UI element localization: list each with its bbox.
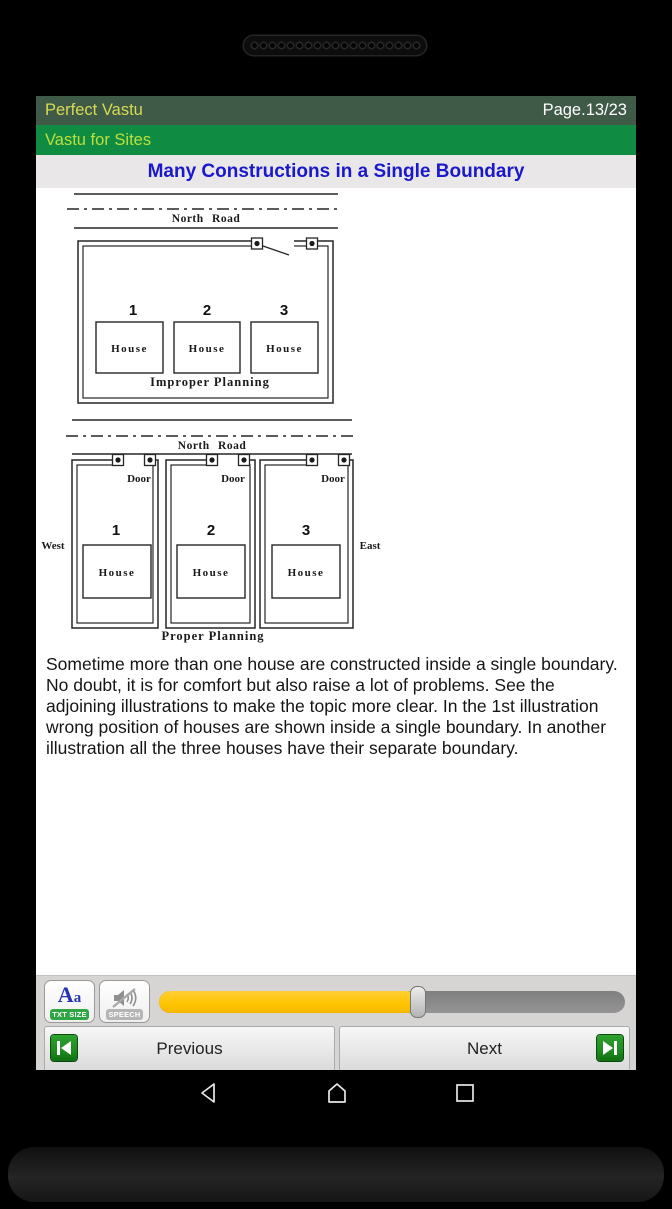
door-label: Door bbox=[127, 473, 151, 485]
grille-hole bbox=[341, 42, 348, 49]
grille-hole bbox=[314, 42, 321, 49]
grille-hole bbox=[269, 42, 276, 49]
grille-hole bbox=[260, 42, 267, 49]
grille-hole bbox=[287, 42, 294, 49]
diagram-caption: Improper Planning bbox=[150, 375, 270, 389]
diagram-improper-road bbox=[67, 194, 340, 228]
gate-post bbox=[307, 238, 318, 249]
speaker-grille-icon bbox=[244, 36, 426, 55]
bottom-bezel bbox=[8, 1147, 664, 1202]
gate-post bbox=[207, 455, 218, 466]
road-label: North Road bbox=[177, 440, 247, 452]
grille-hole bbox=[305, 42, 312, 49]
door-label: Door bbox=[221, 473, 245, 485]
grille-hole bbox=[368, 42, 375, 49]
gate-post bbox=[113, 455, 124, 466]
gate-post bbox=[339, 455, 350, 466]
plot-number: 2 bbox=[206, 522, 216, 539]
grille-hole bbox=[404, 42, 411, 49]
next-button-label: Next bbox=[467, 1039, 502, 1058]
speech-button[interactable] bbox=[99, 980, 150, 1023]
door-label: Door bbox=[321, 473, 345, 485]
east-label: East bbox=[359, 540, 381, 552]
plot-number: 3 bbox=[279, 302, 289, 319]
text-size-button[interactable] bbox=[44, 980, 95, 1023]
plot-number: 1 bbox=[111, 522, 121, 539]
gate-post bbox=[239, 455, 250, 466]
vastu-figure bbox=[36, 188, 636, 653]
house-label: House bbox=[111, 343, 148, 355]
skip-next-icon bbox=[597, 1035, 623, 1061]
skip-previous-icon bbox=[51, 1035, 77, 1061]
app-title: Perfect Vastu bbox=[45, 101, 143, 119]
recents-icon[interactable] bbox=[453, 1081, 477, 1105]
diagram-improper-houses bbox=[96, 302, 318, 389]
section-title: Vastu for Sites bbox=[45, 130, 152, 149]
grille-hole bbox=[350, 42, 357, 49]
previous-button-label: Previous bbox=[156, 1039, 223, 1058]
android-navbar bbox=[36, 1070, 636, 1120]
diagram-proper-labels bbox=[41, 473, 380, 552]
section-bar bbox=[36, 125, 636, 155]
text-size-button-label: TXT SIZE bbox=[52, 1010, 87, 1019]
grille-hole bbox=[359, 42, 366, 49]
diagram-caption: Proper Planning bbox=[161, 629, 265, 643]
grille-hole bbox=[386, 42, 393, 49]
previous-button[interactable] bbox=[44, 1026, 335, 1072]
page-title: Many Constructions in a Single Boundary bbox=[147, 160, 525, 182]
west-label: West bbox=[41, 540, 65, 552]
house-label: House bbox=[266, 343, 303, 355]
house-label: House bbox=[192, 567, 230, 579]
device-screen bbox=[36, 96, 636, 1120]
grille-hole bbox=[323, 42, 330, 49]
house-label: House bbox=[188, 343, 226, 355]
grille-hole bbox=[278, 42, 285, 49]
grille-hole bbox=[413, 42, 420, 49]
app-header bbox=[36, 96, 636, 125]
plot-number: 1 bbox=[128, 302, 138, 319]
mute-speaker-icon bbox=[112, 987, 138, 1009]
page-indicator: Page.13/23 bbox=[542, 101, 627, 119]
page-title-bar bbox=[36, 155, 636, 188]
speech-button-label: SPEECH bbox=[108, 1010, 141, 1019]
plot-number: 3 bbox=[301, 522, 311, 539]
next-button[interactable] bbox=[339, 1026, 630, 1072]
bottom-toolbar bbox=[36, 975, 636, 1070]
grille-hole bbox=[296, 42, 303, 49]
page-content bbox=[36, 188, 636, 975]
grille-hole bbox=[332, 42, 339, 49]
diagram-proper-plots bbox=[72, 455, 353, 629]
grille-hole bbox=[395, 42, 402, 49]
gate-post bbox=[145, 455, 156, 466]
text-size-icon: Aa bbox=[57, 982, 82, 1007]
diagram-proper-road bbox=[66, 420, 355, 454]
road-label: North Road bbox=[171, 213, 241, 225]
gate-post bbox=[252, 238, 263, 249]
grille-hole bbox=[377, 42, 384, 49]
page-body-text: Sometime more than one house are constructed inside a single boundary. No doubt, it is for comfort but also raise a lot of problems. See the adjoining illustrations to make the topic more clear. In the 1st illustration wrong position of houses are shown inside a single boundary. In another illustration all the three houses have their separate boundary. bbox=[46, 654, 618, 758]
page-seekbar-progress bbox=[159, 991, 418, 1013]
house-label: House bbox=[287, 567, 325, 579]
grille-hole bbox=[251, 42, 258, 49]
app-window bbox=[36, 96, 636, 1070]
page-seekbar[interactable] bbox=[159, 986, 625, 1018]
gate-post bbox=[307, 455, 318, 466]
seekbar-thumb[interactable] bbox=[410, 986, 426, 1018]
back-icon[interactable] bbox=[197, 1081, 221, 1105]
plot-number: 2 bbox=[202, 302, 212, 319]
home-icon[interactable] bbox=[325, 1081, 349, 1105]
house-label: House bbox=[98, 567, 136, 579]
